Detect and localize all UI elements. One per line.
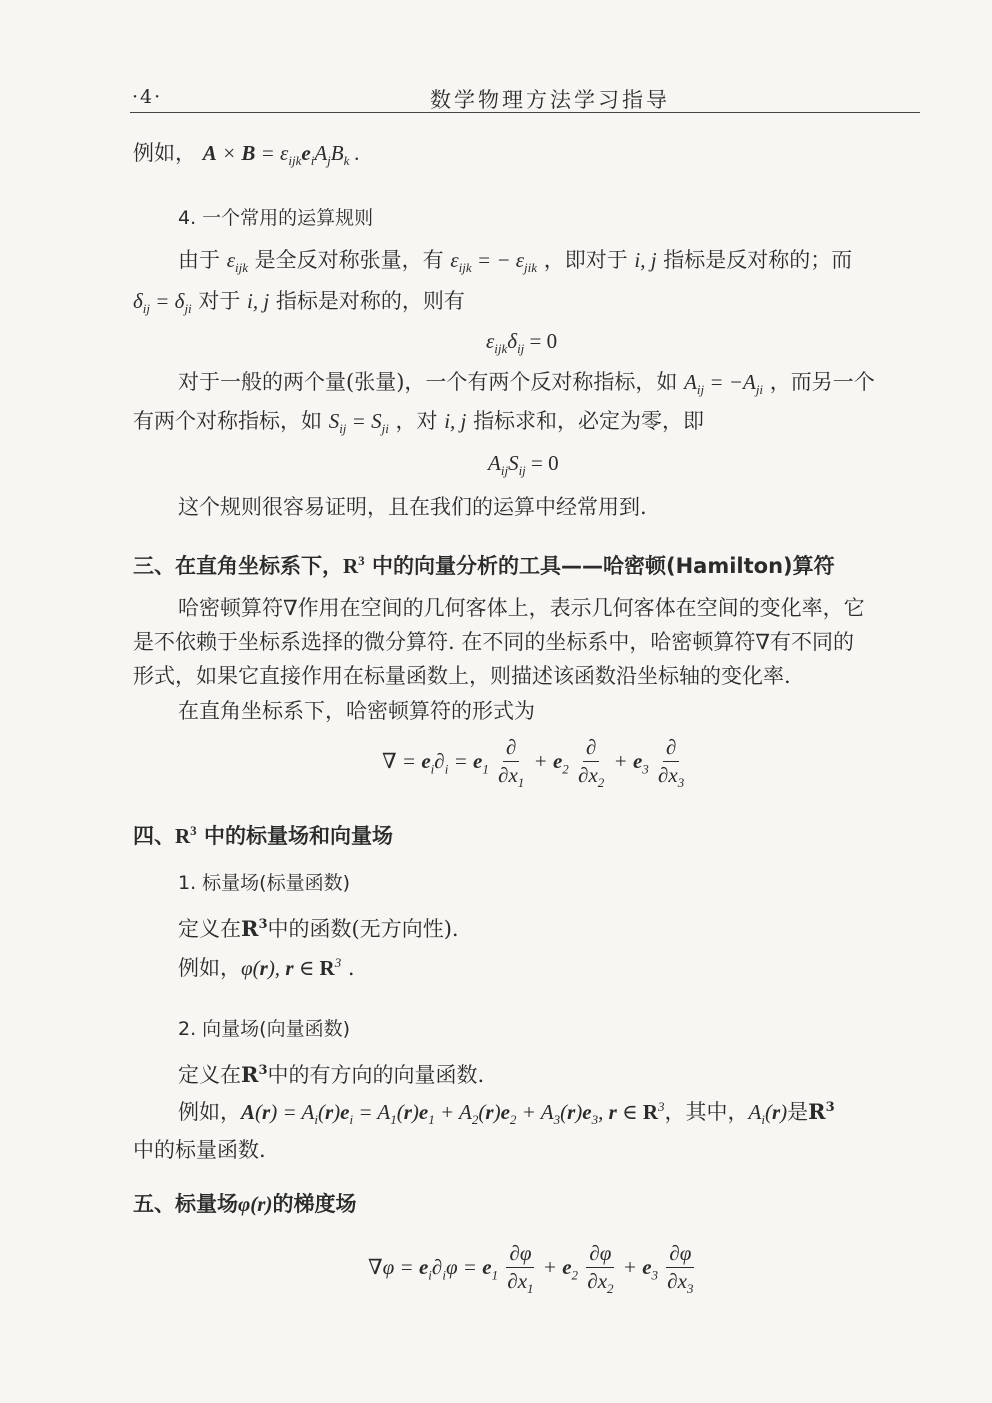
antisym-relation: $\varepsilon_{ijk}$ = − $\varepsilon_{jik}$ [450, 248, 538, 276]
example-cross-product [133, 143, 360, 167]
equation-gradient: $\nabla\varphi = e_i\partial_i\varphi = e_1$ $\frac{\partial\varphi}{\partial x_1}$ + $e_2$ $\frac{\partial\varphi}{\partial x_2}$ + $e_3$ $\frac{\partial\varphi}{\partial x_3}$ [368, 1241, 694, 1297]
subheading-vector-field: 2. 向量场(向量函数) [178, 1018, 350, 1040]
paragraph-vector-example-line2: 中的标量函数. [133, 1138, 266, 1162]
paragraph-hamilton-l3: 形式，如果它直接作用在标量函数上，则描述该函数沿坐标轴的变化率. [133, 664, 791, 688]
paragraph-antisymmetric-line2: $\delta_{ij} = \delta_{ji}$ 对于 i, j 指标是对称的，则有 [133, 289, 465, 317]
paragraph-vector-example: 例如，$A(r) = A_i(r)e_i = A_1(r)e_1 + A_2(r)e_2 + A_3(r)e_3$, r ∈ $R^3$，其中，$A_i(r)$是$R^3$ [178, 1099, 835, 1128]
paragraph-rule-proof: 这个规则很容易证明，且在我们的运算中经常用到. [178, 495, 647, 519]
paragraph-general-tensors-line2: 有两个对称指标，如 $S_{ij} = S_{ji}$ ，对 i, j 指标求和，必定为零，即 [133, 409, 705, 437]
section-three-heading: 三、在直角坐标系下，$R^3$ 中的向量分析的工具——哈密顿(Hamilton)算符 [133, 553, 835, 578]
rule-title: 4. 一个常用的运算规则 [178, 207, 374, 229]
example-label: 例如， [133, 141, 196, 165]
page-number: ·4· [132, 86, 163, 108]
paragraph-general-tensors: 对于一般的两个量(张量)，一个有两个反对称指标，如 $A_{ij} = -A_{ji}$ ，而另一个 [178, 370, 875, 398]
paragraph-cartesian-form: 在直角坐标系下，哈密顿算符的形式为 [178, 699, 535, 723]
epsilon-ijk: $\varepsilon_{ijk}$ [226, 248, 248, 276]
subheading-scalar-field: 1. 标量场(标量函数) [178, 872, 350, 894]
paragraph-hamilton-l1: 哈密顿算符∇作用在空间的几何客体上，表示几何客体在空间的变化率，它 [178, 596, 865, 620]
paragraph-scalar-example: 例如，φ(r), r ∈ $R^3$ . [178, 955, 355, 980]
running-title: 数学物理方法学习指导 [430, 88, 670, 112]
equation-nabla: ∇ = $e_i\partial_i = e_1$ $\frac{\partial}{\partial x_1}$ + $e_2$ $\frac{\partial}{\partial x_2}$ + $e_3$ $\frac{\partial}{\partial x_3}$ [382, 735, 685, 791]
section-five-heading: 五、标量场φ(r)的梯度场 [133, 1192, 357, 1216]
section-four-heading: 四、$R^3$ 中的标量场和向量场 [133, 823, 393, 848]
cross-product-formula: $A \times B = \varepsilon_{ijk}e_iA_jB_k$ . [202, 141, 360, 169]
header-rule [130, 112, 920, 113]
paragraph-scalar-def: 定义在$R^3$中的函数(无方向性). [178, 916, 459, 941]
paragraph-antisymmetric: 由于 $\varepsilon_{ijk}$ 是全反对称张量，有 $\varepsilon_{ijk}$ = − $\varepsilon_{jik}$ ，即对于 i, j 指标是反对称的；而 [178, 248, 853, 276]
delta-symmetric: $\delta_{ij} = \delta_{ji}$ [133, 289, 192, 317]
paragraph-vector-def: 定义在$R^3$中的有方向的向量函数. [178, 1062, 485, 1087]
equation-eps-delta: $\varepsilon_{ijk}\delta_{ij} = 0$ [486, 329, 558, 357]
paragraph-hamilton-l2: 是不依赖于坐标系选择的微分算符. 在不同的坐标系中，哈密顿算符∇有不同的 [133, 630, 855, 654]
equation-AS: $A_{ij}S_{ij} = 0$ [488, 451, 559, 479]
